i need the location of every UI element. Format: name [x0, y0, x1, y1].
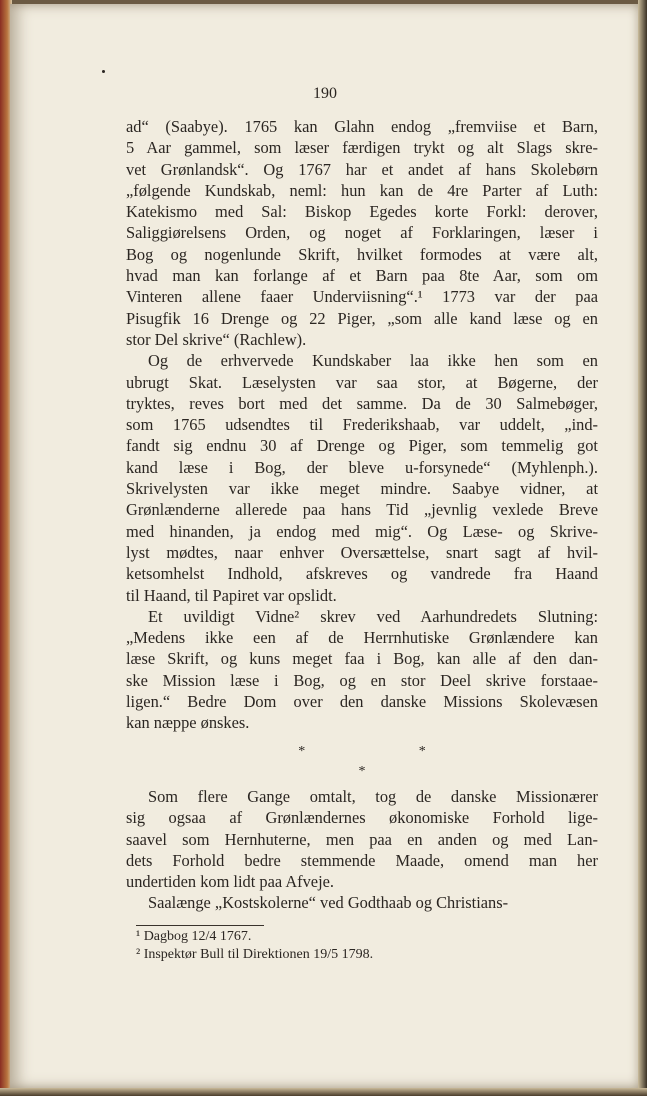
footnote-rule — [136, 925, 264, 926]
text-line: til Haand, til Papiret var opslidt. — [126, 585, 337, 605]
page-edge-bottom — [0, 1088, 647, 1096]
text-line: vet Grønlandsk“. Og 1767 har et andet af hans Skolebørn — [126, 159, 598, 179]
text-line: ligen.“ Bedre Dom over den danske Missions Skolevæsen — [126, 692, 598, 712]
text-line: læse Skrift, og kuns meget faa i Bog, kan alle af den dan- — [126, 649, 598, 669]
text-line: Saliggiørelsens Orden, og noget af Forklaringen, læser i — [126, 223, 598, 243]
text-line: undertiden kom lidt paa Afveje. — [126, 872, 335, 892]
text-line: ad“ (Saabye). 1765 kan Glahn endog „fremviise et Barn, — [126, 117, 598, 136]
text-line: Skrivelysten var ikke meget mindre. Saabye vidner, at — [126, 479, 598, 499]
body-text-upper — [126, 116, 598, 734]
footnote-2: ² Inspektør Bull til Direktionen 19/5 1798. — [136, 947, 374, 962]
text-line: Vinteren allene faaer Underviisning“.¹ 1773 var der paa — [126, 287, 598, 307]
text-line: saavel som Hernhuterne, men paa en anden og med Lan- — [126, 829, 598, 849]
text-line: hvad man kan forlange af et Barn paa 8te Aar, som om — [126, 266, 598, 286]
text-line: Saalænge „Kostskolerne“ ved Godthaab og Christians- — [148, 893, 509, 913]
text-line: lyst mødtes, naar enhver Oversættelse, snart sagt af hvil- — [126, 542, 598, 562]
text-line: kan næppe ønskes. — [126, 713, 250, 733]
text-line: Og de erhvervede Kundskaber laa ikke hen som en — [148, 351, 598, 371]
page-edge-right — [638, 0, 647, 1096]
text-line: fandt sig endnu 30 af Drenge og Piger, som temmelig got — [126, 436, 598, 456]
text-line: ske Mission læse i Bog, og en stor Deel skrive forstaae- — [126, 670, 598, 690]
text-line: Grønlænderne allerede paa hans Tid „jevnlig vexlede Breve — [126, 500, 598, 520]
text-line: „følgende Kundskab, neml: hun kan de 4re Parter af Luth: — [126, 180, 598, 200]
ink-speck — [102, 70, 105, 73]
text-line: sig ogsaa af Grønlændernes økonomiske Forhold lige- — [126, 808, 598, 828]
page-number: 190 — [313, 85, 337, 102]
body-text-lower — [126, 786, 598, 914]
text-line: kand læse i Bog, der bleve u-forsynede“ (Myhlenph.). — [126, 457, 598, 477]
text-line: Bog og nogenlunde Skrift, hvilket formodes at være alt, — [126, 244, 598, 264]
footnote-1: ¹ Dagbog 12/4 1767. — [136, 929, 252, 944]
section-separator-row2: * — [358, 764, 366, 779]
text-line: tryktes, reves bort med det samme. Da de 30 Salmebøger, — [126, 393, 598, 413]
text-line: Pisugfik 16 Drenge og 22 Piger, „som alle kand læse og en — [126, 308, 598, 328]
text-line: Katekismo med Sal: Biskop Egedes korte Forkl: derover, — [126, 202, 598, 222]
text-line: ubrugt Skat. Læselysten var saa stor, at Bøgerne, der — [126, 372, 598, 392]
text-line: Som flere Gange omtalt, tog de danske Missionærer — [148, 787, 598, 806]
text-line: „Medens ikke een af de Herrnhutiske Grønlændere kan — [126, 628, 598, 648]
text-line: Et uvildigt Vidne² skrev ved Aarhundredets Slutning: — [148, 606, 598, 626]
text-line: dets Forhold bedre stemmende Maade, omend man her — [126, 850, 598, 870]
text-line: 5 Aar gammel, som læser færdigen trykt og alt Slags skre- — [126, 138, 598, 158]
text-line: som 1765 udsendtes til Frederikshaab, var uddelt, „ind- — [126, 415, 598, 435]
text-line: stor Del skrive“ (Rachlew). — [126, 329, 307, 349]
text-line: med hinanden, ja endog med mig“. Og Læse- og Skrive- — [126, 521, 598, 541]
footnotes — [136, 928, 596, 964]
section-separator-row1: * * — [298, 744, 426, 759]
text-line: ketsomhelst Indhold, afskreves og vandrede fra Haand — [126, 564, 598, 584]
